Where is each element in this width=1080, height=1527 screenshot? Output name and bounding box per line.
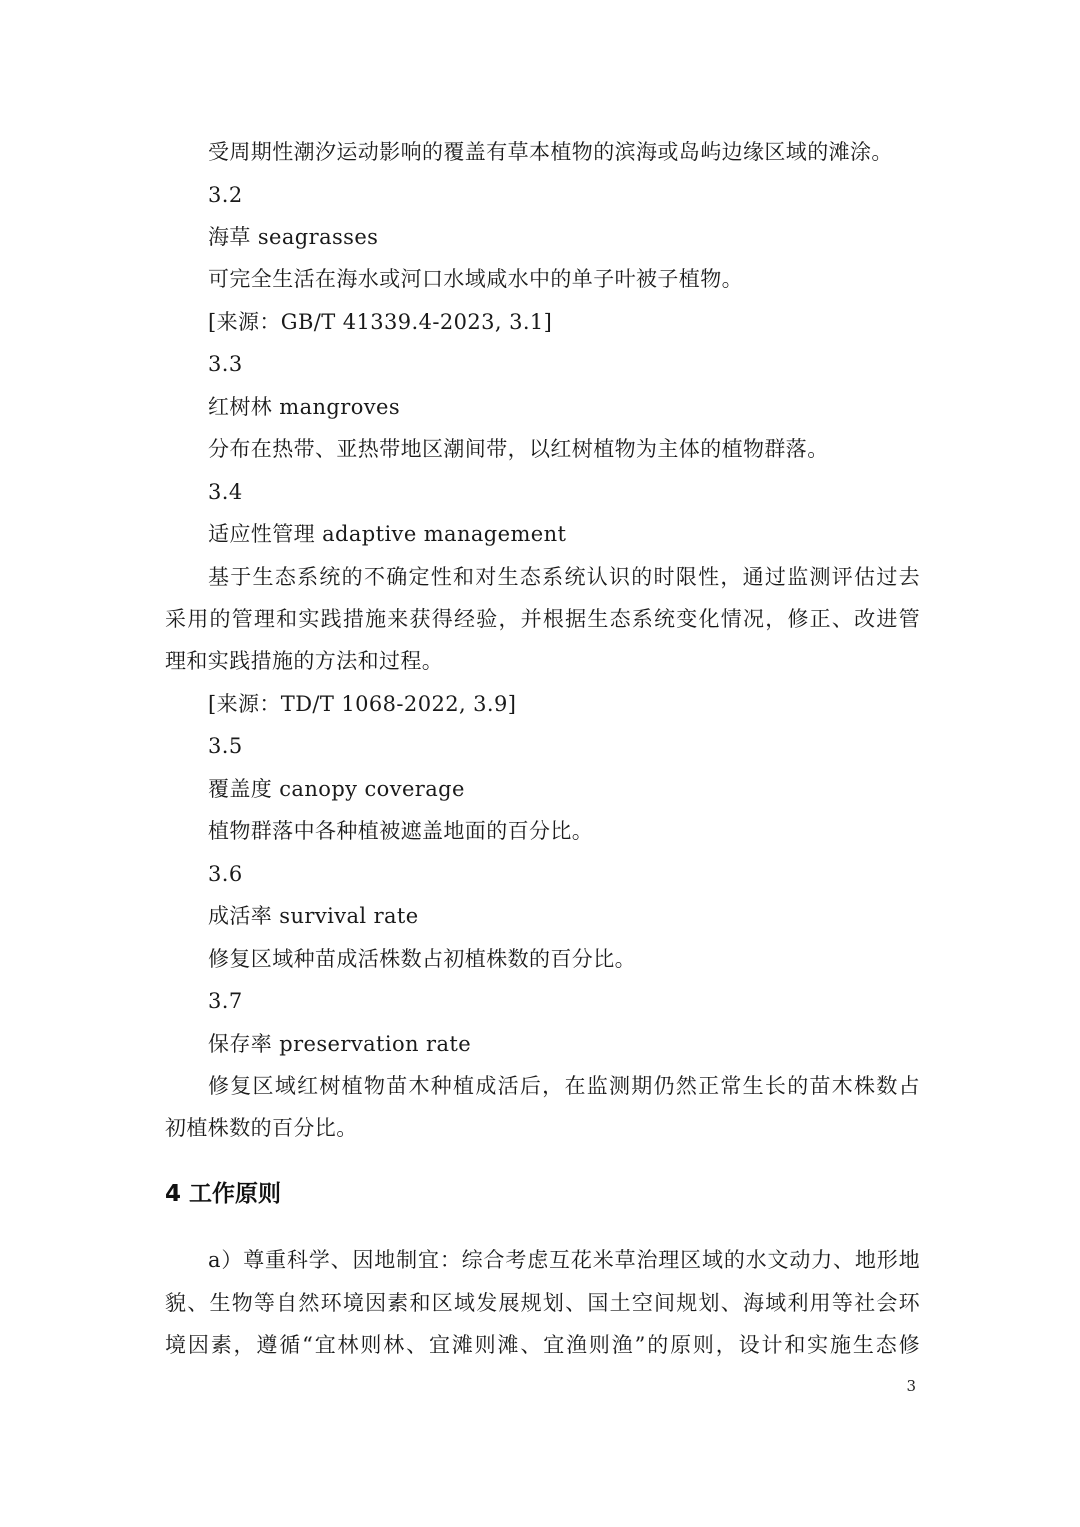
term-title: 保存率 preservation rate xyxy=(208,1032,472,1056)
definition-text: 修复区域种苗成活株数占初植株数的百分比。 xyxy=(208,947,636,971)
definition-text: 植物群落中各种植被遮盖地面的百分比。 xyxy=(208,819,594,843)
section-heading: 4 工作原则 xyxy=(165,1181,282,1207)
term-title: 海草 seagrasses xyxy=(208,225,379,249)
term-number: 3.3 xyxy=(208,352,243,376)
definition-text: 初植株数的百分比。 xyxy=(165,1116,358,1140)
principle-text: 境因素，遵循“宜林则林、宜滩则滩、宜渔则渔”的原则，设计和实施生态修 xyxy=(165,1333,920,1357)
term-title: 覆盖度 canopy coverage xyxy=(208,777,465,801)
definition-text: 可完全生活在海水或河口水域咸水中的单子叶被子植物。 xyxy=(208,267,743,291)
definition-text: 理和实践措施的方法和过程。 xyxy=(165,649,444,673)
term-number: 3.7 xyxy=(208,989,243,1013)
term-number: 3.5 xyxy=(208,734,243,758)
term-title: 适应性管理 adaptive management xyxy=(208,522,567,546)
source-citation: [来源：GB/T 41339.4-2023, 3.1] xyxy=(208,310,553,334)
definition-text: 修复区域红树植物苗木种植成活后，在监测期仍然正常生长的苗木株数占 xyxy=(208,1074,920,1098)
term-number: 3.4 xyxy=(208,480,243,504)
page-number: 3 xyxy=(906,1377,916,1395)
term-number: 3.6 xyxy=(208,862,243,886)
principle-text: a）尊重科学、因地制宜：综合考虑互花米草治理区域的水文动力、地形地 xyxy=(208,1248,920,1272)
definition-text: 采用的管理和实践措施来获得经验，并根据生态系统变化情况，修正、改进管 xyxy=(165,607,920,631)
term-number: 3.2 xyxy=(208,183,243,207)
definition-text: 分布在热带、亚热带地区潮间带，以红树植物为主体的植物群落。 xyxy=(208,437,829,461)
principle-text: 貌、生物等自然环境因素和区域发展规划、国土空间规划、海域利用等社会环 xyxy=(165,1291,920,1315)
term-title: 成活率 survival rate xyxy=(208,904,419,928)
definition-text: 受周期性潮汐运动影响的覆盖有草本植物的滨海或岛屿边缘区域的滩涂。 xyxy=(208,140,893,164)
term-title: 红树林 mangroves xyxy=(208,395,401,419)
definition-text: 基于生态系统的不确定性和对生态系统认识的时限性，通过监测评估过去 xyxy=(208,565,920,589)
source-citation: [来源：TD/T 1068-2022, 3.9] xyxy=(208,692,517,716)
